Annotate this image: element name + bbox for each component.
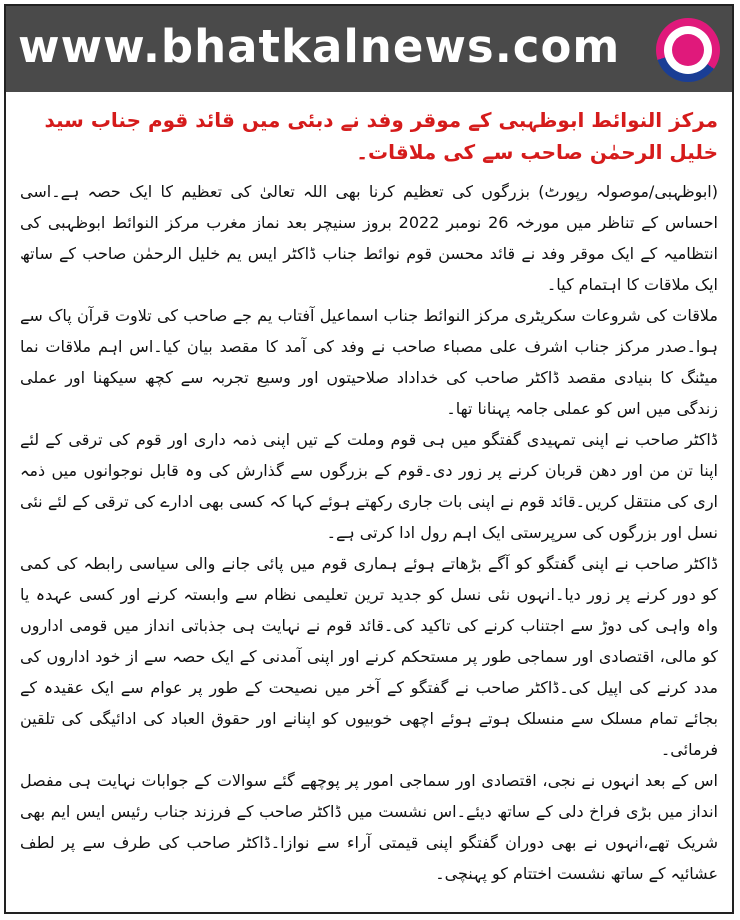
site-banner bbox=[6, 6, 732, 92]
page-frame bbox=[4, 4, 734, 914]
bhatkal-news-logo-icon bbox=[656, 18, 720, 82]
article-paragraph-1: (ابوظہبی/موصولہ رپورٹ) بزرگوں کی تعظیم کرنا بھی اللہ تعالیٰ کی تعظیم کا ایک حصہ ہے۔اسی احساس کے تناظر میں مورخہ 26 نومبر 2022 بروز سنیچر بعد نماز مغرب مرکز النوائط ابوظہبی کی انتظامیہ کے ایک موقر وفد نے قائد محسن قوم نوائط جناب ڈاکٹر ایس یم خلیل الرحمٰن صاحب کے ساتھ ایک ملاقات کا اہتمام کیا۔ bbox=[20, 182, 719, 294]
article-paragraph-4: ڈاکٹر صاحب نے اپنی گفتگو کو آگے بڑھاتے ہوئے ہماری قوم میں پائی جانے والی سیاسی رابطہ کی کمی کو دور کرنے پر زور دیا۔انہوں نئی نسل کو جدید ترین تعلیمی نظام سے وابستہ کرنے اور کسی عہدہ یا واہ واہی کی دوڑ سے اجتناب کرنے کی تاکید کی۔قائد قوم نے نہایت ہی جذباتی انداز میں قومی اداروں کو مالی، اقتصادی اور سماجی طور پر مستحکم کرنے اور اپنی آمدنی کے ایک حصہ سے از خود اداروں کی مدد کرنے کی اپیل کی۔ڈاکٹر صاحب نے گفتگو کے آخر میں نصیحت کے طور پر عوام سے ایک عقیدہ کے بجائے تمام مسلک سے منسلک ہوتے ہوئے اچھی خوبیوں کو اپنانے اور حقوق العباد کی ادائیگی کی تلقین فرمائی۔ bbox=[20, 554, 718, 759]
article bbox=[20, 104, 718, 889]
article-paragraph-3: ڈاکٹر صاحب نے اپنی تمہیدی گفتگو میں ہی قوم وملت کے تیں اپنی ذمہ داری اور قوم کی ترقی کے لئے اپنا تن من اور دھن قربان کرنے پر زور دی۔قوم کے بزرگوں سے گذارش کی وہ قابل نوجوانوں میں ذمہ اری کی منتقل کریں۔قائد قوم نے اپنی بات جاری رکھتے ہوئے کہا کہ کسی بھی ادارے کی ترقی کے لئے نئی نسل اور بزرگوں کی سرپرستی ایک اہم رول ادا کرتی ہے۔ bbox=[20, 430, 718, 542]
article-paragraph-5: اس کے بعد انہوں نے نجی، اقتصادی اور سماجی امور پر پوچھے گئے سوالات کے جوابات نہایت ہی مفصل انداز میں بڑی فراخ دلی کے ساتھ دیئے۔اس نشست میں ڈاکٹر صاحب کے فرزند جناب رئیس ایس ایم بھی شریک تھے،انہوں نے بھی دوران گفتگو اپنی قیمتی آراء سے نوازا۔ڈاکٹر صاحب کی طرف سے پر لطف عشائیہ کے ساتھ نشست اختتام کو پہنچی۔ bbox=[20, 771, 718, 883]
site-url: www.bhatkalnews.com bbox=[18, 20, 621, 73]
article-headline: مرکز النوائط ابوظہبی کے موقر وفد نے دبئی میں قائد قوم جناب سید خلیل الرحمٰن صاحب سے کی ملاقات۔ bbox=[44, 108, 718, 164]
logo-core bbox=[672, 34, 704, 66]
article-paragraph-2: ملاقات کی شروعات سکریٹری مرکز النوائط جناب اسماعیل آفتاب یم جے صاحب کی تلاوت قرآن پاک سے ہوا۔صدر مرکز جناب اشرف علی مصباء صاحب نے وفد کی آمد کا مقصد بیان کیا۔اس اہم ملاقات نما میٹنگ کا بنیادی مقصد ڈاکٹر صاحب کی خداداد صلاحیتوں اور وسیع تجربہ سے کچھ سیکھنا اور عملی زندگی میں اس کو عملی جامہ پہنانا تھا۔ bbox=[20, 306, 718, 418]
logo-inner bbox=[664, 26, 712, 74]
